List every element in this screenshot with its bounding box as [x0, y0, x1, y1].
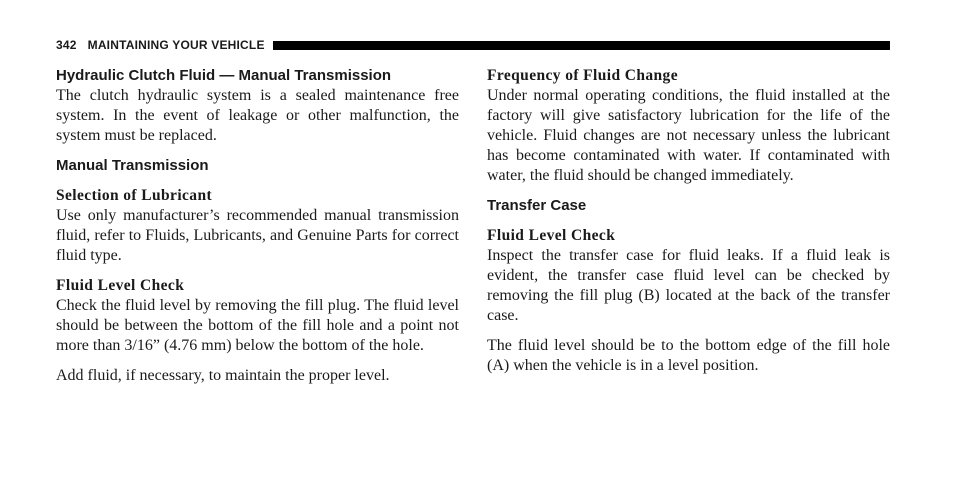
- clutch-fluid-heading: Hydraulic Clutch Fluid — Manual Transmission: [56, 67, 392, 84]
- transfer-fluid-level-heading: Fluid Level Check: [487, 227, 616, 244]
- fluid-change-frequency-text: Under normal operating conditions, the fluid installed at the factory will give satisfactory lubrication for the life of the vehicle. Fluid changes are not necessary unless the lubricant has become contaminated with water. If contaminated with water, the fluid should be changed immediately.: [487, 87, 890, 184]
- transfer-fluid-level-text: Inspect the transfer case for fluid leaks. If a fluid leak is evident, the transfer case fluid level can be checked by removing the fill plug (B) located at the back of the transfer case.: [487, 247, 890, 324]
- add-fluid-text: Add fluid, if necessary, to maintain the proper level.: [56, 367, 390, 384]
- page-header: [56, 37, 890, 53]
- transfer-case-heading: Transfer Case: [487, 197, 587, 214]
- section-title: MAINTAINING YOUR VEHICLE: [87, 38, 265, 52]
- manual-transmission-heading: Manual Transmission: [56, 157, 209, 174]
- left-column: [56, 66, 459, 386]
- right-column: [487, 66, 890, 376]
- fluid-level-text: Check the fluid level by removing the fill plug. The fluid level should be between the bottom of the fill hole and a point not more than 3/16” (4.76 mm) below the bottom of the hole.: [56, 297, 459, 354]
- clutch-fluid-text: The clutch hydraulic system is a sealed maintenance free system. In the event of leakage or other malfunction, the system must be replaced.: [56, 87, 459, 144]
- lubricant-selection-heading: Selection of Lubricant: [56, 187, 213, 204]
- fluid-change-frequency-heading: Frequency of Fluid Change: [487, 67, 678, 84]
- fluid-level-heading: Fluid Level Check: [56, 277, 185, 294]
- header-rule: [273, 41, 890, 50]
- lubricant-selection-text: Use only manufacturer’s recommended manual transmission fluid, refer to Fluids, Lubricants, and Genuine Parts for correct fluid type.: [56, 207, 459, 264]
- transfer-fluid-level-text-2: The fluid level should be to the bottom edge of the fill hole (A) when the vehicle is in a level position.: [487, 337, 890, 374]
- page-number: 342: [56, 38, 77, 52]
